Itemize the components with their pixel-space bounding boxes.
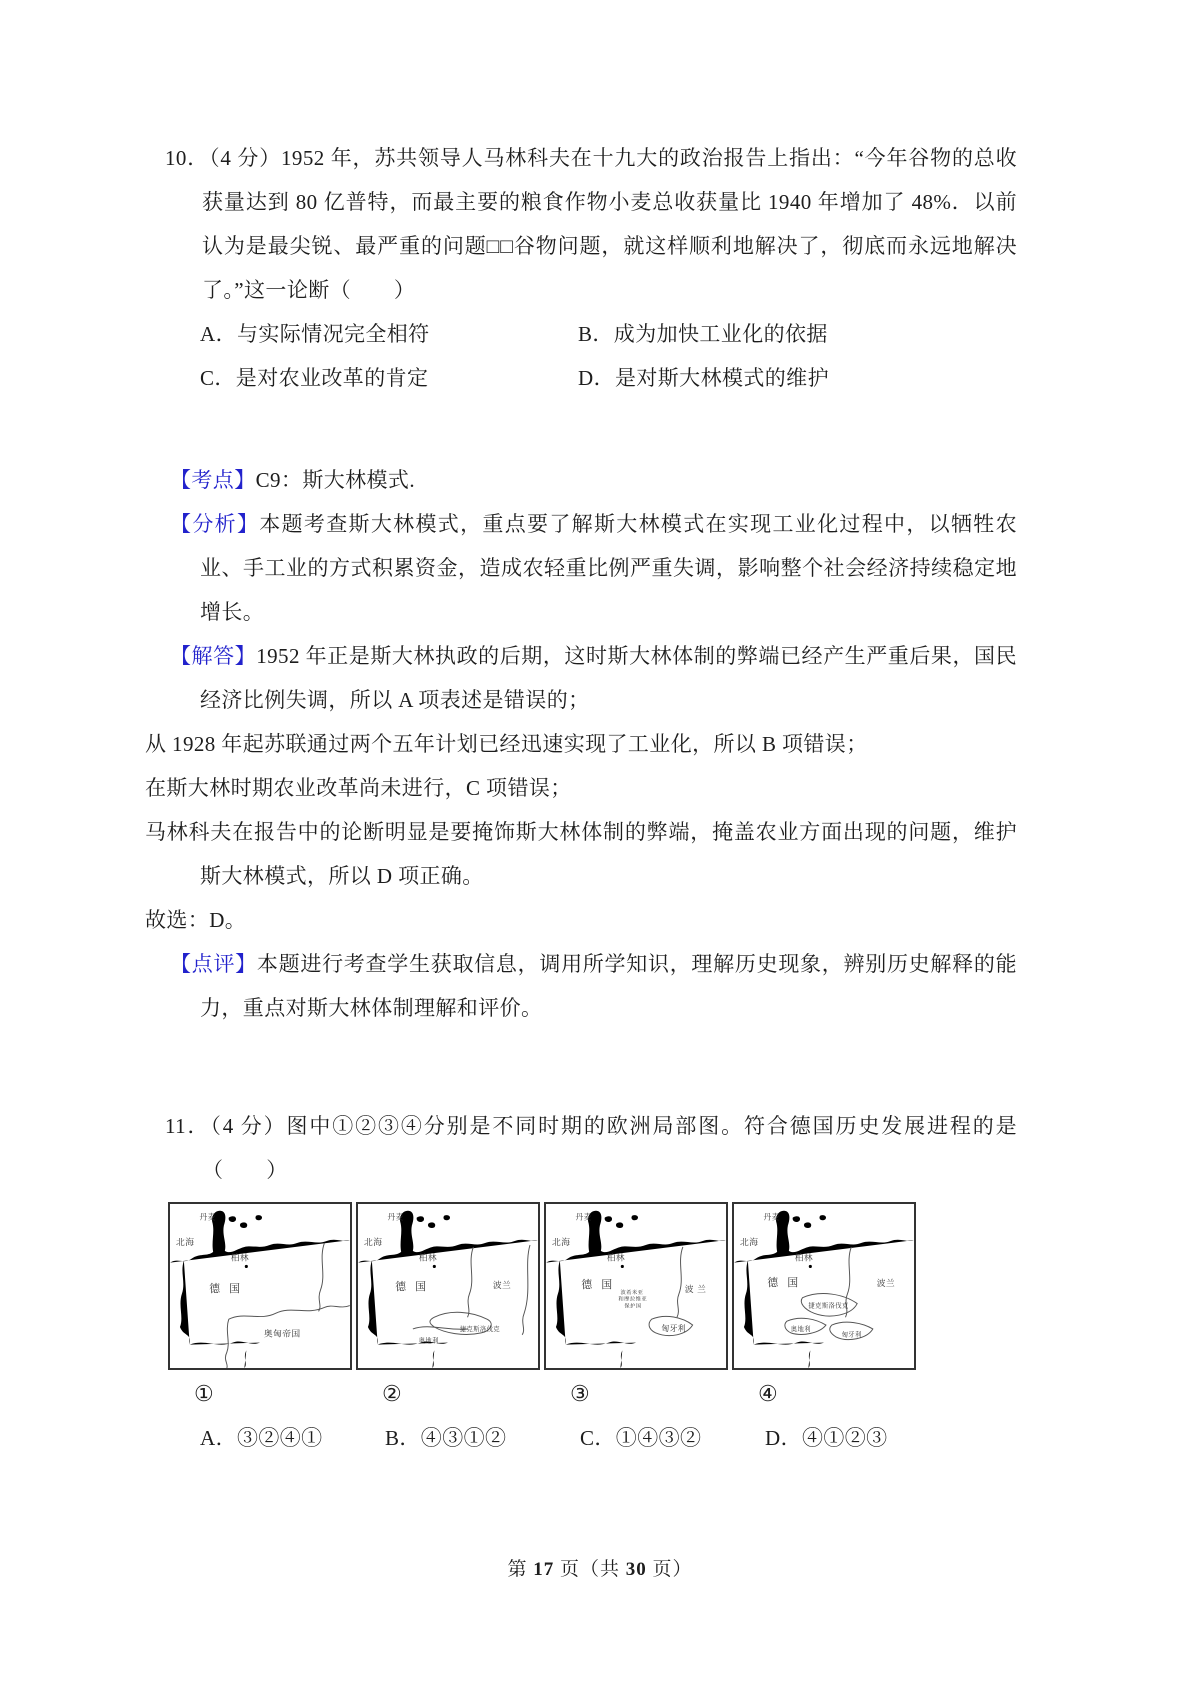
map3-hungary-label: 匈牙利 [661,1323,686,1333]
solution-label: 【解答】 [170,644,257,668]
map4-sea-label: 北海 [740,1238,759,1248]
question-10-stem [165,136,1017,312]
analysis-paragraph [170,502,1017,634]
question-11-number: 11． [165,1114,211,1138]
question-11-text: （4 分）图中①②③④分别是不同时期的欧洲局部图。符合德国历史发展进程的是（ ） [202,1114,1018,1182]
map3-protectorate-line-1: 波希米亚 [620,1289,644,1296]
map1-austria-hungary-label: 奥匈帝国 [263,1329,301,1340]
question-11-stem [165,1104,1017,1192]
analysis-text: 本题考查斯大林模式，重点要了解斯大林模式在实现工业化过程中，以牺牲农业、手工业的方式积累资金，造成农轻重比例严重失调，影响整个社会经济持续稳定地增长。 [200,512,1017,624]
map2-poland-label: 波兰 [492,1280,512,1291]
map2-czechoslovakia-label: 捷克斯洛伐克 [459,1325,501,1333]
map2-austria-label: 奥地利 [418,1337,439,1345]
solution-text-1: 1952 年正是斯大林执政的后期，这时斯大林体制的弊端已经产生严重后果，国民经济比例失调，所以 A 项表述是错误的； [200,644,1017,712]
page-footer [0,1548,1200,1592]
map1-berlin-label: 柏林 [230,1253,250,1264]
map4-poland-label: 波兰 [876,1279,896,1289]
europe-maps-figure [168,1202,1017,1370]
map-panel-3-number: ③ [570,1381,591,1406]
q10-option-d: D．是对斯大林模式的维护 [578,366,829,390]
map-panel-1 [168,1202,352,1370]
comment-text: 本题进行考查学生获取信息，调用所学知识，理解历史现象，辨别历史解释的能力，重点对斯大林体制理解和评价。 [200,952,1017,1020]
q11-option-d: D．④①②③ [765,1426,888,1450]
question-10-text: （4 分）1952 年，苏共领导人马林科夫在十九大的政治报告上指出：“今年谷物的总收获量达到 80 亿普特，而最主要的粮食作物小麦总收获量比 1940 年增加了 48%．以前认为是最尖锐、最严重的问题□□谷物问题，就这样顺利地解决了，彻底而永远地解决了。”这一论断（ ） [202,146,1018,302]
map-panel-4-number: ④ [758,1381,779,1406]
map4-austria-label: 奥地利 [790,1325,811,1333]
comment-label: 【点评】 [170,952,257,976]
map3-poland-label: 波 兰 [684,1284,707,1295]
exam-point-label: 【考点】 [170,468,256,492]
map4-berlin-label: 柏林 [794,1253,814,1264]
map4-germany-label: 德 国 [767,1276,802,1289]
map4-hungary-label: 匈牙利 [841,1331,862,1339]
question-10-number: 10． [165,146,210,170]
q10-option-c: C．是对农业改革的肯定 [200,366,429,390]
footer-prefix: 第 [507,1559,534,1580]
map-panel-1-number: ① [194,1381,215,1406]
map3-protectorate-line-3: 保护国 [624,1303,642,1310]
footer-page-number: 17 [533,1559,555,1580]
map3-protectorate-line-2: 和摩拉维亚 [618,1296,648,1303]
q10-option-b: B．成为加快工业化的依据 [578,322,828,346]
exam-point-paragraph [170,458,1017,502]
map1-germany-label: 德 国 [209,1281,243,1295]
map2-germany-label: 德 国 [395,1279,429,1293]
map2-denmark-label: 丹麦 [387,1212,404,1222]
map-panel-4 [732,1202,916,1370]
q10-option-a: A．与实际情况完全相符 [200,322,430,346]
question-10-options-row-1 [200,312,1017,356]
solution-paragraph-3: 在斯大林时期农业改革尚未进行，C 项错误； [145,776,572,800]
exam-point-text: C9：斯大林模式. [255,468,415,492]
page-content [145,136,1017,1460]
q11-option-a: A．③②④① [200,1426,323,1450]
map3-berlin-label: 柏林 [606,1253,626,1264]
map3-denmark-label: 丹麦 [575,1212,592,1222]
map-panel-2 [356,1202,540,1370]
map4-czechoslovakia-label: 捷克斯洛伐克 [808,1302,849,1310]
analysis-label: 【分析】 [170,512,260,536]
solution-paragraph-2: 从 1928 年起苏联通过两个五年计划已经迅速实现了工业化，所以 B 项错误； [145,732,868,756]
footer-suffix: 页） [646,1559,693,1580]
comment-paragraph [170,942,1017,1030]
map-panel-2-number: ② [382,1381,403,1406]
q11-option-b: B．④③①② [385,1426,507,1450]
footer-total-pages: 30 [625,1559,647,1580]
question-11-options-row [200,1416,1017,1460]
map1-denmark-label: 丹麦 [199,1212,216,1222]
map4-denmark-label: 丹麦 [763,1212,780,1222]
map-panel-3 [544,1202,728,1370]
map3-germany-label: 德 国 [581,1277,615,1291]
q11-option-c: C．①④③② [580,1426,702,1450]
solution-paragraph-1 [170,634,1017,722]
map3-sea-label: 北海 [552,1238,571,1248]
solution-conclusion: 故选：D。 [145,908,247,932]
map1-sea-label: 北海 [176,1238,195,1248]
solution-paragraph-4: 马林科夫在报告中的论断明显是要掩饰斯大林体制的弊端，掩盖农业方面出现的问题，维护斯大林模式，所以 D 项正确。 [145,820,1017,888]
question-10-options-row-2 [200,356,1017,400]
map2-berlin-label: 柏林 [418,1253,438,1264]
map-panel-number-labels [168,1372,1017,1416]
map2-sea-label: 北海 [364,1238,383,1248]
footer-mid: 页（共 [554,1559,626,1580]
